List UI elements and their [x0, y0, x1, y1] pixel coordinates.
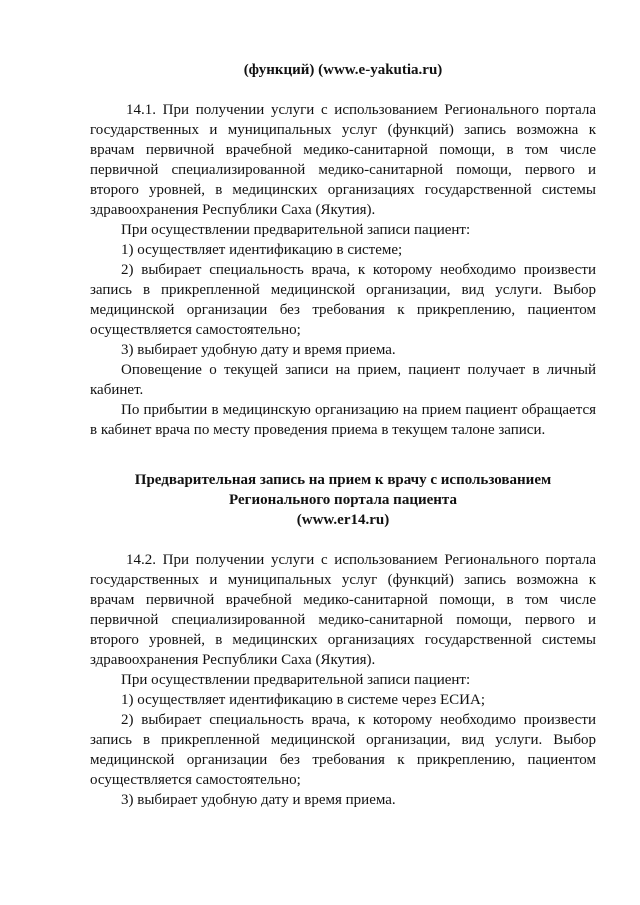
section-1-step-1: 1) осуществляет идентификацию в системе; — [121, 242, 403, 258]
section-1-intro: 14.1. При получении услуги с использованием Регионального портала государственных и муниципальных услуг (функций) запись возможна к врачам первичной врачебной медико-санитарной помощи, в том числе первичной специализированной медико-санитарной помощи, первого и второго уровней, в медицинских организациях государственной системы здравоохранения Республики Саха (Якутия). — [90, 102, 596, 218]
section-2-lead: При осуществлении предварительной записи пациент: — [121, 672, 471, 688]
section-2-heading-line-2: Регионального портала пациента — [229, 492, 457, 508]
section-1-arrival: По прибытии в медицинскую организацию на прием пациент обращается в кабинет врача по месту проведения приема в текущем талоне записи. — [90, 402, 596, 438]
section-1-step-2: 2) выбирает специальность врача, к которому необходимо произвести запись в прикрепленной медицинской организации, вид услуги. Выбор медицинской организации без требования к прикреплению, пациентом осуществляется самостоятельно; — [90, 262, 596, 338]
section-2-heading-line-1: Предварительная запись на прием к врачу с использованием — [134, 472, 552, 488]
section-2-heading-line-3: (www.er14.ru) — [296, 512, 390, 528]
section-2-step-3: 3) выбирает удобную дату и время приема. — [121, 792, 396, 808]
section-1-heading: (функций) (www.e-yakutia.ru) — [243, 62, 443, 78]
document-body — [90, 60, 596, 810]
section-1-notice: Оповещение о текущей записи на прием, пациент получает в личный кабинет. — [90, 362, 596, 398]
section-2-step-1: 1) осуществляет идентификацию в системе через ЕСИА; — [121, 692, 486, 708]
section-1-step-3: 3) выбирает удобную дату и время приема. — [121, 342, 396, 358]
section-2-intro: 14.2. При получении услуги с использованием Регионального портала государственных и муниципальных услуг (функций) запись возможна к врачам первичной врачебной медико-санитарной помощи, в том числе первичной специализированной медико-санитарной помощи, первого и второго уровней, в медицинских организациях государственной системы здравоохранения Республики Саха (Якутия). — [90, 552, 596, 668]
section-2-step-2: 2) выбирает специальность врача, к которому необходимо произвести запись в прикрепленной медицинской организации, вид услуги. Выбор медицинской организации без требования к прикреплению, пациентом осуществляется самостоятельно; — [90, 712, 596, 788]
section-1-lead: При осуществлении предварительной записи пациент: — [121, 222, 471, 238]
section-2-heading — [90, 470, 596, 530]
